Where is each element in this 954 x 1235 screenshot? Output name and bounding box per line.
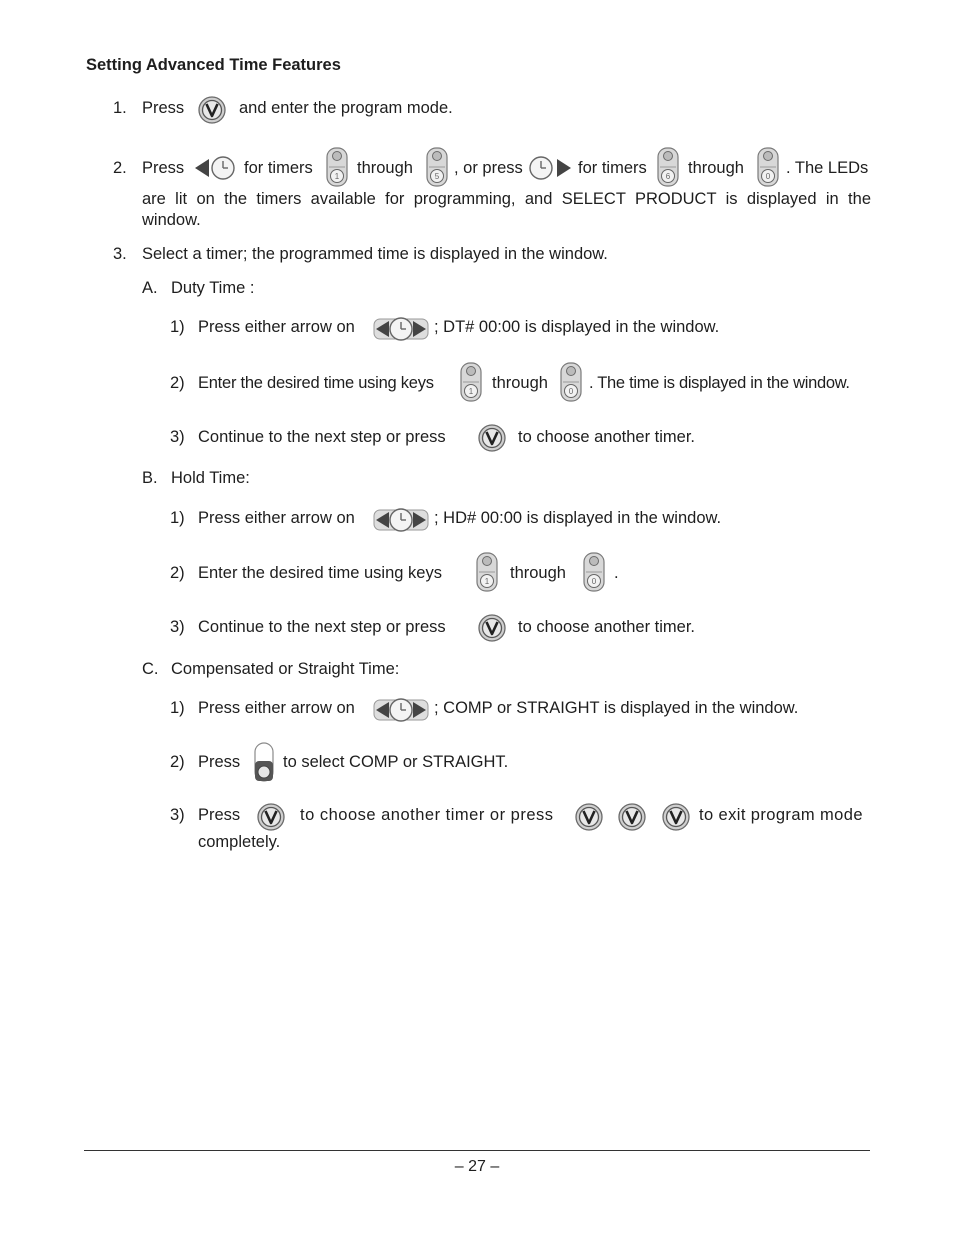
substep-text: Continue to the next step or press bbox=[198, 428, 446, 446]
substep-number: 3) bbox=[170, 428, 185, 446]
timer-key-6-icon bbox=[657, 147, 679, 187]
right-arrow-clock-icon bbox=[529, 154, 575, 182]
substep-text: Press either arrow on bbox=[198, 509, 355, 527]
timer-key-1-icon bbox=[476, 552, 498, 592]
substep-number: 1) bbox=[170, 699, 185, 717]
timer-key-1-icon bbox=[326, 147, 348, 187]
step-text: , or press bbox=[454, 159, 523, 177]
arrow-pad-icon bbox=[372, 314, 430, 344]
substep-number: 3) bbox=[170, 806, 185, 824]
svg-text:0: 0 bbox=[568, 387, 574, 396]
program-v-button-icon bbox=[575, 803, 605, 833]
step-text: Select a timer; the programmed time is displayed in the window. bbox=[142, 245, 608, 263]
step-text: and enter the program mode. bbox=[239, 99, 453, 117]
section-letter: B. bbox=[142, 469, 158, 487]
substep-text: Press bbox=[198, 753, 241, 771]
svg-text:0: 0 bbox=[765, 172, 771, 181]
substep-text: Enter the desired time using keys bbox=[198, 374, 434, 392]
svg-text:6: 6 bbox=[665, 172, 671, 181]
timer-key-0-icon bbox=[757, 147, 779, 187]
substep-text: Press bbox=[198, 806, 241, 824]
substep-text: Continue to the next step or press bbox=[198, 618, 446, 636]
substep-text: through bbox=[492, 374, 548, 392]
timer-key-0-icon bbox=[583, 552, 605, 592]
substep-text: to choose another timer or press bbox=[300, 806, 554, 824]
svg-text:0: 0 bbox=[591, 577, 597, 586]
substep-text: to exit program mode bbox=[699, 806, 863, 824]
substep-number: 2) bbox=[170, 374, 185, 392]
substep-number: 1) bbox=[170, 509, 185, 527]
substep-text: Press either arrow on bbox=[198, 318, 355, 336]
svg-text:1: 1 bbox=[334, 172, 340, 181]
svg-text:1: 1 bbox=[484, 577, 490, 586]
svg-text:5: 5 bbox=[434, 172, 440, 181]
program-v-button-icon bbox=[257, 803, 287, 833]
step-number: 1. bbox=[113, 99, 127, 117]
substep-text: to select COMP or STRAIGHT. bbox=[283, 753, 509, 771]
step-text: through bbox=[357, 159, 413, 177]
page-number: – 27 – bbox=[454, 1158, 500, 1175]
substep-number: 3) bbox=[170, 618, 185, 636]
substep-text: through bbox=[510, 564, 566, 582]
section-title: Duty Time : bbox=[171, 279, 255, 297]
program-v-button-icon bbox=[478, 424, 508, 454]
section-title: Hold Time: bbox=[171, 469, 250, 487]
substep-text: ; HD# 00:00 is displayed in the window. bbox=[434, 509, 722, 527]
program-v-button-icon bbox=[618, 803, 648, 833]
program-v-button-icon bbox=[662, 803, 692, 833]
svg-text:1: 1 bbox=[468, 387, 474, 396]
step-text: through bbox=[688, 159, 744, 177]
substep-text: . bbox=[614, 564, 619, 582]
step-number: 3. bbox=[113, 245, 127, 263]
step-text-continued: are lit on the timers available for programming, and SELECT PRODUCT is displayed in the bbox=[142, 190, 871, 208]
step-text: for timers bbox=[578, 159, 647, 177]
substep-text: to choose another timer. bbox=[518, 618, 696, 636]
substep-text-continued: completely. bbox=[198, 833, 281, 851]
step-text: for timers bbox=[244, 159, 313, 177]
arrow-pad-icon bbox=[372, 695, 430, 725]
footer-rule bbox=[84, 1150, 870, 1151]
substep-number: 1) bbox=[170, 318, 185, 336]
page-title: Setting Advanced Time Features bbox=[86, 56, 341, 74]
section-title: Compensated or Straight Time: bbox=[171, 660, 400, 678]
timer-key-1-icon bbox=[460, 362, 482, 402]
timer-key-0-icon bbox=[560, 362, 582, 402]
substep-text: ; COMP or STRAIGHT is displayed in the window. bbox=[434, 699, 799, 717]
step-text: Press bbox=[142, 159, 185, 177]
substep-text: to choose another timer. bbox=[518, 428, 696, 446]
substep-text: Press either arrow on bbox=[198, 699, 355, 717]
program-v-button-icon bbox=[478, 614, 508, 644]
step-text-continued: window. bbox=[142, 211, 201, 229]
step-text: Press bbox=[142, 99, 185, 117]
timer-key-5-icon bbox=[426, 147, 448, 187]
substep-number: 2) bbox=[170, 753, 185, 771]
step-number: 2. bbox=[113, 159, 127, 177]
substep-number: 2) bbox=[170, 564, 185, 582]
section-letter: C. bbox=[142, 660, 159, 678]
substep-text: . The time is displayed in the window. bbox=[589, 374, 850, 392]
substep-text: Enter the desired time using keys bbox=[198, 564, 442, 582]
select-key-icon bbox=[253, 741, 275, 783]
substep-text: ; DT# 00:00 is displayed in the window. bbox=[434, 318, 720, 336]
arrow-pad-icon bbox=[372, 505, 430, 535]
program-v-button-icon bbox=[198, 96, 228, 126]
section-letter: A. bbox=[142, 279, 158, 297]
left-arrow-clock-icon bbox=[193, 154, 239, 182]
step-text: . The LEDs bbox=[786, 159, 869, 177]
